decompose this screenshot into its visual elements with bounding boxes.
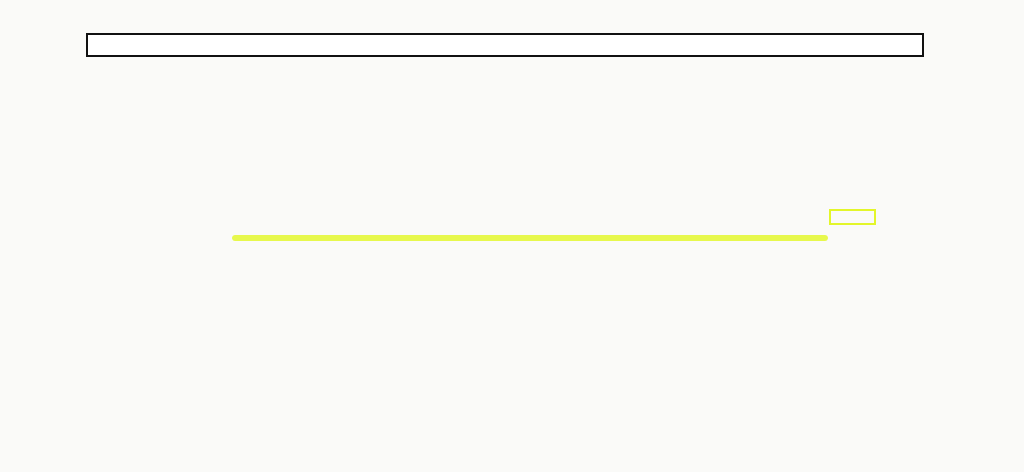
highlighter-stroke bbox=[232, 235, 828, 241]
highlight-box bbox=[829, 209, 876, 225]
